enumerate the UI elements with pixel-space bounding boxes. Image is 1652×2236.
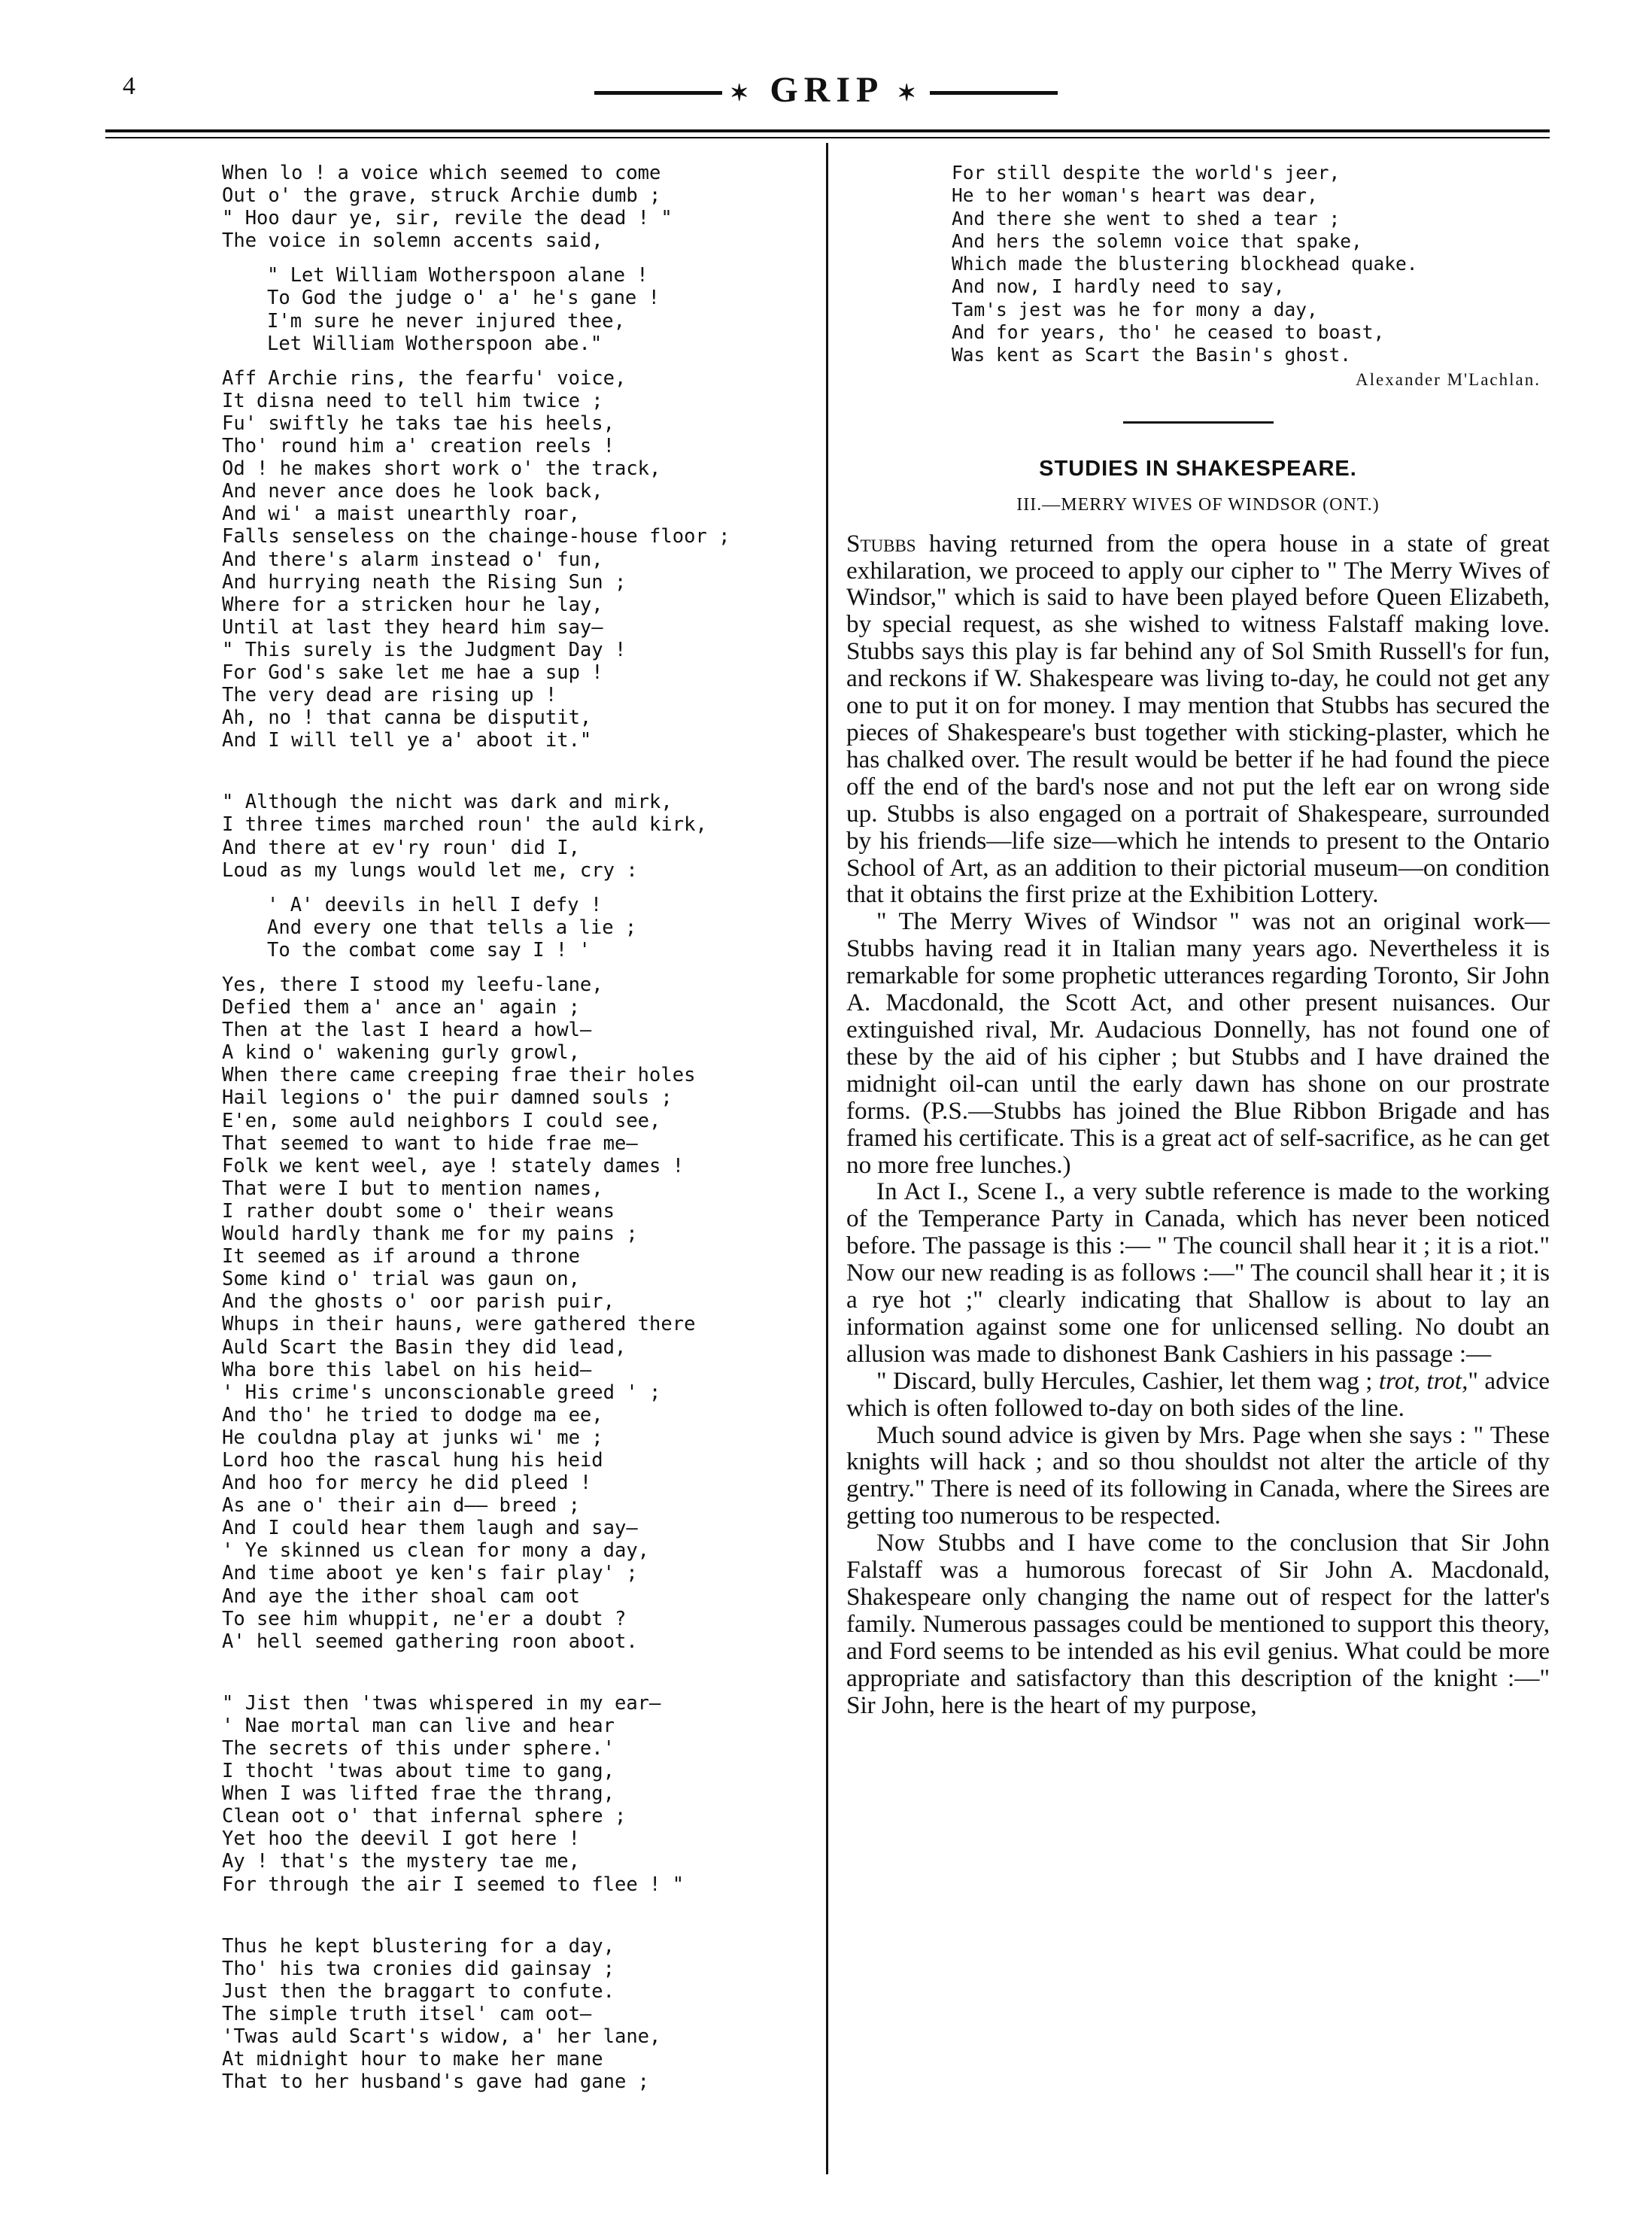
lead-word: Stubbs [846, 529, 916, 557]
article-title: STUDIES IN SHAKESPEARE. [1039, 456, 1357, 481]
poem-stanza-7: " Jist then 'twas whispered in my ear— ' Nae mortal man can live and hear The secrets of this under sphere.' I thocht 'twas about time to gang, When I was lifted frae the thrang, Clean oot o' that infernal sphere ; Yet hoo the deevil I got here ! Ay ! that's the mystery tae me, For through the air I seemed to flee ! " [222, 1691, 685, 1896]
left-column [222, 162, 794, 2093]
article-paragraph: Now Stubbs and I have come to the conclusion that Sir John Falstaff was a humorous forecast of Sir John A. Macdonald, Shakespeare only changing the name out of respect for the latter's family. Numerous passages could be mentioned to support this theory, and Ford seems to be intended as his evil genius. What could be more appropriate and satisfactory than this description of the knight :—" Sir John, here is the heart of my purpose, [846, 1529, 1550, 1719]
poem-author: Alexander M'Lachlan. [1356, 369, 1541, 389]
italic-text: trot, trot, [1378, 1366, 1468, 1395]
stanza-gap [222, 752, 794, 791]
poem-stanza-3: Aff Archie rins, the fearfu' voice, It disna need to tell him twice ; Fu' swiftly he taks tae his heels, Tho' round him a' creation reels ! Od ! he makes short work o' the track, And never ance does he look back, And wi' a maist unearthly roar, Falls senseless on the chainge-house floor ; And there's alarm instead o' fun, And hurrying neath the Rising Sun ; Where for a stricken hour he lay, Until at last they heard him say— " This surely is the Judgment Day ! For God's sake let me hae a sup ! The very dead are rising up ! Ah, no ! that canna be disputit, And I will tell ye a' aboot it." [222, 366, 730, 752]
masthead-title: GRIP [770, 70, 882, 110]
header-rule-thick [105, 129, 1550, 132]
stanza-gap [222, 1896, 794, 1935]
column-divider [826, 143, 828, 2174]
stanza-gap [222, 882, 794, 894]
paragraph-text: " advice which is often followed to-day on both sides of the line. [846, 1366, 1550, 1422]
article-subtitle: III.—MERRY WIVES OF WINDSOR (ONT.) [1016, 494, 1380, 515]
stanza-gap [222, 355, 794, 367]
article-paragraph [846, 530, 1550, 909]
star-icon: ✶ [730, 81, 755, 106]
masthead-left-ornament [594, 91, 722, 95]
poem-stanza-6: Yes, there I stood my leefu-lane, Defied them a' ance an' again ; Then at the last I heard a howl— A kind o' wakening gurly growl, When there came creeping frae their holes Hail legions o' the puir damned souls ; E'en, some auld neighbors I could see, That seemed to want to hide frae me— Folk we kent weel, aye ! stately dames ! That were I but to mention names, I rather doubt some o' their weans Would hardly thank me for my pains ; It seemed as if around a throne Some kind o' trial was gaun on, And the ghosts o' oor parish puir, Whups in their hauns, were gathered there Auld Scart the Basin they did lead, Wha bore this label on his heid— ' His crime's unconscionable greed ' ; And tho' he tried to dodge ma ee, He couldna play at junks wi' me ; Lord hoo the rascal hung his heid And hoo for mercy he did pleed ! As ane o' their ain d—— breed ; And I could hear them laugh and say— ' Ye skinned us clean for mony a day, And time aboot ye ken's fair play' ; And aye the ither shoal cam oot To see him whuppit, ne'er a doubt ? A' hell seemed gathering roon aboot. [222, 974, 696, 1653]
poem-stanza-2: " Let William Wotherspoon alane ! To God the judge o' a' he's gane ! I'm sure he never injured thee, Let William Wotherspoon abe." [267, 264, 660, 355]
poem-stanza-1: When lo ! a voice which seemed to come Out o' the grave, struck Archie dumb ; " Hoo daur ye, sir, revile the dead ! " The voice in solemn accents said, [222, 162, 673, 253]
masthead-right-ornament [930, 91, 1058, 95]
stanza-gap [222, 962, 794, 974]
article-paragraph: In Act I., Scene I., a very subtle reference is made to the working of the Temperance Party in Canada, which has never been noticed before. The passage is this :— " The council shall hear it ; it is a riot." Now our new reading is as follows :—" The council shall hear it ; it is a rye hot ;" clearly indicating that Shallow is about to lay an information against some one for unlicensed selling. No doubt an allusion was made to dishonest Bank Cashiers in his passage :— [846, 1177, 1550, 1368]
paragraph-text: " Discard, bully Hercules, Cashier, let them wag ; [876, 1366, 1379, 1395]
article-paragraph [846, 1368, 1550, 1422]
poem-stanza-5: ' A' deevils in hell I defy ! And every one that tells a lie ; To the combat come say I ! ' [267, 893, 637, 962]
poem-stanza-4: " Although the nicht was dark and mirk, I three times marched roun' the auld kirk, And there at ev'ry roun' did I, Loud as my lungs would let me, cry : [222, 791, 707, 882]
stanza-gap [222, 1653, 794, 1692]
poem-continuation: For still despite the world's jeer, He to her woman's heart was dear, And there she went to shed a tear ; And hers the solemn voice that spake, Which made the blustering blockhead quake. And now, I hardly need to say, Tam's jest was he for mony a day, And for years, tho' he ceased to boast, Was kent as Scart the Basin's ghost. [952, 162, 1418, 366]
article-paragraph: " The Merry Wives of Windsor " was not an original work—Stubbs having read it in Italian many years ago. Nevertheless it is remarkable for some prophetic utterances regarding Toronto, Sir John A. Macdonald, the Scott Act, and other present nuisances. Our extinguished rival, Mr. Audacious Donnelly, has not found one of these by the aid of his cipher ; but Stubbs and I have drained the midnight oil-can until the early dawn has shone on our prostrate forms. (P.S.—Stubbs has joined the Blue Ribbon Brigade and has framed his certificate. This is a great act of self-sacrifice, as he can get no more free lunches.) [846, 907, 1550, 1179]
paragraph-text: having returned from the opera house in a state of great exhilaration, we proceed to apply our cipher to " The Merry Wives of Windsor," which is said to have been played before Queen Elizabeth, by special request, as she wished to witness Falstaff making love. Stubbs says this play is far behind any of Sol Smith Russell's for fun, and reckons if W. Shakespeare was living to-day, he could not get any one to put it on for money. I may mention that Stubbs has secured the pieces of Shakespeare's bust together with sticking-plaster, which he has chalked over. The result would be better if he had found the piece off the end of the bard's nose and not put the left ear on wrong side up. Stubbs is also engaged on a portrait of Shakespeare, surrounded by his friends—life size—which he intends to present to the Ontario School of Art, as an addition to their pictorial museum—on condition that it obtains the first prize at the Exhibition Lottery. [846, 529, 1550, 909]
masthead [0, 69, 1652, 111]
poem-stanza-8: Thus he kept blustering for a day, Tho' his twa cronies did gainsay ; Just then the braggart to confute. The simple truth itsel' cam oot— 'Twas auld Scart's widow, a' her lane, At midnight hour to make her mane That to her husband's gave had gane ; [222, 1934, 661, 2094]
page-number: 4 [123, 72, 135, 100]
article-body [846, 530, 1550, 1719]
star-icon: ✶ [897, 81, 922, 106]
stanza-gap [222, 252, 794, 264]
section-divider [1123, 421, 1274, 424]
article-paragraph: Much sound advice is given by Mrs. Page when she says : " These knights will hack ; and so thou shouldst not alter the article of thy gentry." There is need of its following in Canada, where the Sirees are getting too numerous to be respected. [846, 1420, 1550, 1530]
right-column [846, 162, 1550, 1719]
header-rule-thin [105, 137, 1550, 138]
